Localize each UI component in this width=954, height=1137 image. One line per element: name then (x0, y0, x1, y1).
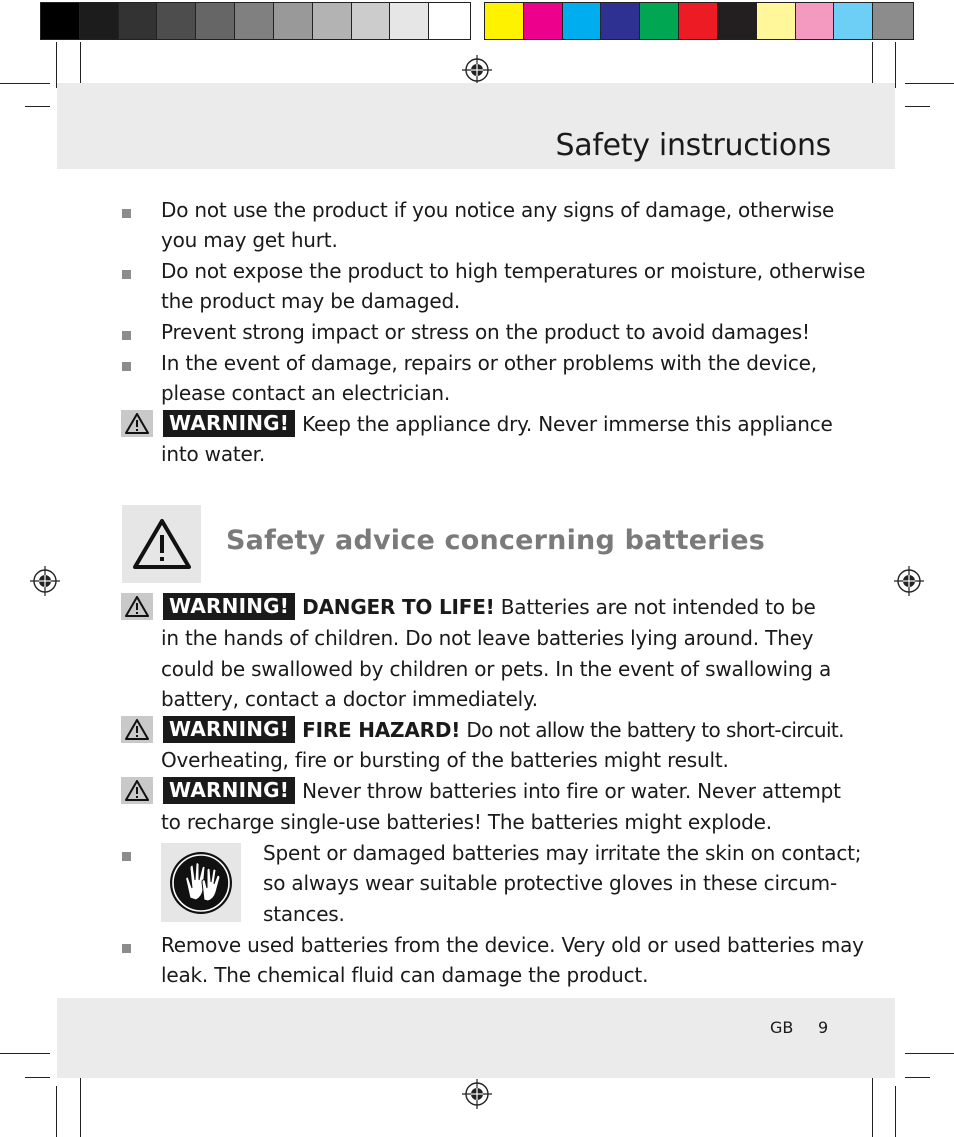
color-swatch (563, 3, 602, 39)
glove-bullet-line-3: stances. (263, 902, 345, 926)
warning-badge: WARNING! (163, 410, 295, 437)
warning-text: Never throw batteries into fire or water. Never attempt (302, 778, 841, 803)
crop-mark (905, 106, 930, 107)
crop-mark (905, 1053, 954, 1054)
bullet-marker (122, 362, 131, 371)
warning-continuation: battery, contact a doctor immediately. (161, 687, 538, 711)
warning-body: Batteries are not intended to be (500, 594, 816, 619)
bullet-marker (122, 270, 131, 279)
page-title: Safety instructions (555, 128, 831, 163)
gray-swatch (41, 3, 80, 39)
color-scale-bar (484, 2, 914, 40)
color-swatch (834, 3, 873, 39)
gray-swatch (119, 3, 158, 39)
warning-badge: WARNING! (163, 716, 295, 743)
crop-mark (25, 1077, 50, 1078)
page-number: 9 (818, 1018, 829, 1037)
warning-triangle-icon (121, 593, 153, 620)
gray-swatch (235, 3, 274, 39)
warning-row (121, 593, 816, 620)
bullet-marker (122, 331, 131, 340)
warning-text (302, 595, 815, 619)
color-swatch (679, 3, 718, 39)
gray-swatch (274, 3, 313, 39)
registration-mark-icon (462, 55, 492, 85)
warning-body: Do not allow the battery to short-circuit. (466, 717, 844, 742)
gray-swatch (313, 3, 352, 39)
color-swatch (718, 3, 757, 39)
warning-triangle-icon (121, 410, 153, 437)
bullet-2-line-2: the product may be damaged. (161, 289, 461, 313)
gray-scale-bar (40, 2, 471, 40)
warning-continuation: Overheating, fire or bursting of the batteries might result. (161, 748, 729, 772)
crop-mark (0, 1053, 50, 1054)
bullet-marker (122, 944, 131, 953)
bullet-marker (122, 852, 131, 861)
warning-continuation: could be swallowed by children or pets. In the event of swallowing a (161, 657, 832, 681)
crop-mark (895, 1086, 896, 1137)
warning-triangle-icon (121, 777, 153, 804)
crop-mark (905, 83, 954, 84)
crop-mark (905, 1077, 930, 1078)
bullet-1-line-1: Do not use the product if you notice any signs of damage, otherwise (161, 198, 835, 222)
color-swatch (524, 3, 563, 39)
crop-mark (0, 83, 50, 84)
warning-emphasis: DANGER TO LIFE! (302, 594, 495, 619)
warning-badge: WARNING! (163, 777, 295, 804)
warning-text (302, 718, 844, 742)
color-swatch (485, 3, 524, 39)
crop-mark (56, 1086, 57, 1137)
warning-row (121, 410, 833, 437)
footer-language: GB (770, 1018, 794, 1037)
crop-mark (56, 42, 57, 88)
crop-mark (872, 42, 873, 88)
crop-mark (80, 42, 81, 88)
crop-mark (895, 42, 896, 88)
registration-mark-icon (30, 566, 60, 596)
color-swatch (873, 3, 913, 39)
warning-continuation: in the hands of children. Do not leave batteries lying around. They (161, 626, 814, 650)
warning-continuation: to recharge single-use batteries! The batteries might explode. (161, 810, 772, 834)
warning-row (121, 716, 844, 743)
color-swatch (796, 3, 835, 39)
warning-triangle-icon (121, 716, 153, 743)
color-swatch (640, 3, 679, 39)
warning-row (121, 777, 841, 804)
crop-mark (80, 1074, 81, 1137)
footer-band (57, 998, 895, 1078)
bullet-4-line-2: please contact an electrician. (161, 381, 451, 405)
bullet-2-line-1: Do not expose the product to high temperatures or moisture, otherwise (161, 259, 866, 283)
batteries-warning-triangle-icon (122, 505, 201, 583)
protective-gloves-icon (161, 843, 241, 922)
warning-badge: WARNING! (163, 593, 295, 620)
warning-emphasis: FIRE HAZARD! (302, 717, 461, 742)
gray-swatch (80, 3, 119, 39)
gray-swatch (352, 3, 391, 39)
bullet-1-line-2: you may get hurt. (161, 228, 338, 252)
warning-continuation: into water. (161, 442, 265, 466)
bullet-marker (122, 209, 131, 218)
gray-swatch (196, 3, 235, 39)
bullet-4-line-1: In the event of damage, repairs or other problems with the device, (161, 351, 817, 375)
glove-bullet-line-1: Spent or damaged batteries may irritate the skin on contact; (263, 841, 862, 865)
gray-swatch (390, 3, 429, 39)
warning-text: Keep the appliance dry. Never immerse this appliance (302, 411, 833, 436)
crop-mark (25, 106, 50, 107)
bullet-3-line-1: Prevent strong impact or stress on the product to avoid damages! (161, 320, 810, 344)
last-bullet-line-1: Remove used batteries from the device. Very old or used batteries may (161, 933, 864, 957)
color-swatch (757, 3, 796, 39)
registration-mark-icon (462, 1079, 492, 1109)
gray-swatch (157, 3, 196, 39)
last-bullet-line-2: leak. The chemical fluid can damage the product. (161, 963, 649, 987)
glove-bullet-line-2: so always wear suitable protective gloves in these circum- (263, 871, 837, 895)
gray-swatch (429, 3, 470, 39)
section-title: Safety advice concerning batteries (226, 525, 766, 556)
registration-mark-icon (894, 566, 924, 596)
color-swatch (601, 3, 640, 39)
crop-mark (872, 1074, 873, 1137)
